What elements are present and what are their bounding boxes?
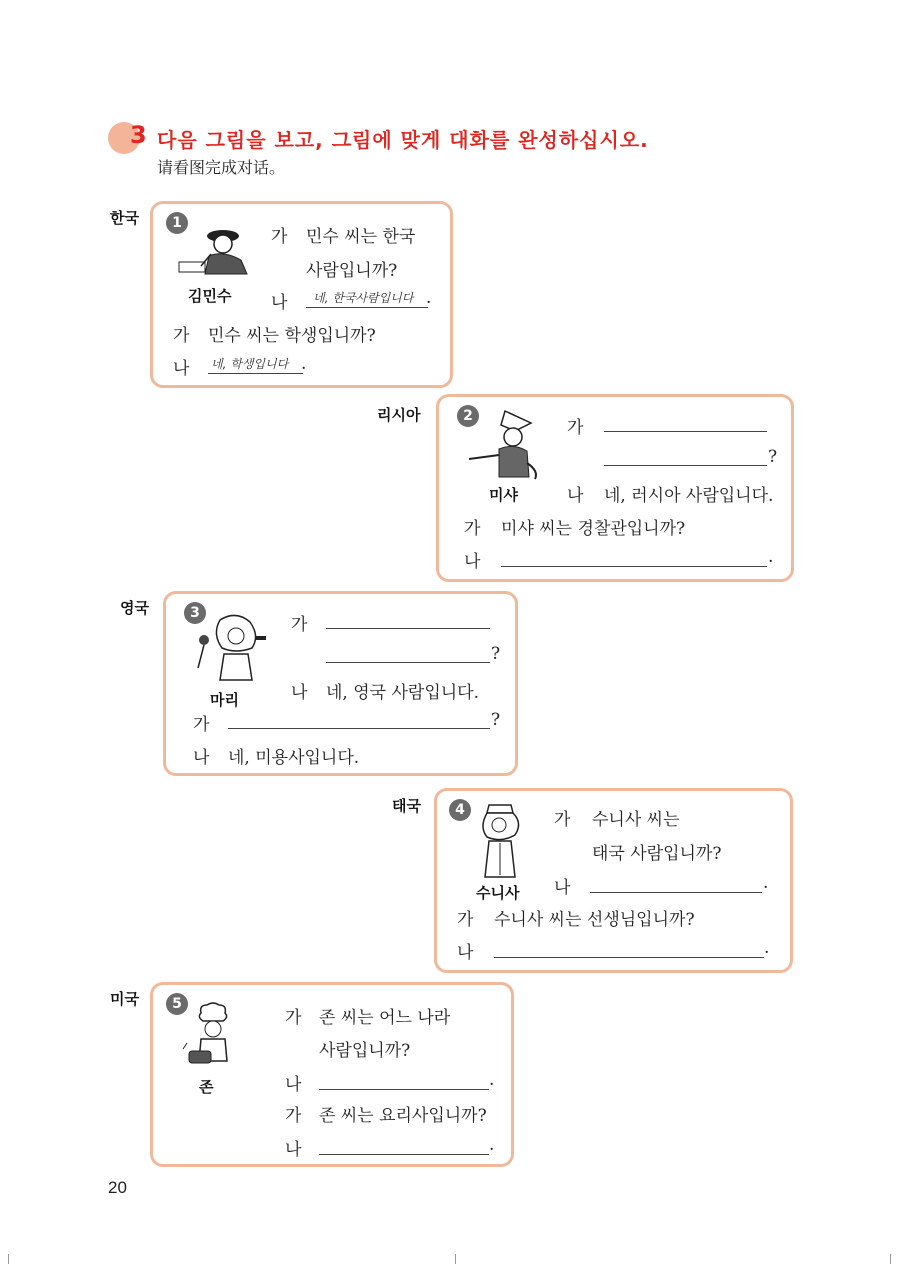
nurse-teacher-illustration-icon [471, 799, 531, 881]
speaker-a: 가 [173, 326, 190, 346]
question-line-2: 태국 사람입니까? [592, 844, 722, 864]
answer-blank[interactable] [228, 728, 490, 729]
country-label: 리시아 [377, 406, 421, 424]
exercise-box-4 [434, 788, 793, 973]
answer-blank[interactable] [306, 307, 428, 308]
question-line-2: 사람입니까? [306, 261, 398, 281]
country-label: 한국 [110, 209, 139, 227]
answer-blank[interactable] [590, 892, 762, 893]
speaker-b: 나 [285, 1075, 302, 1095]
exercise-number: 3 [184, 602, 206, 624]
answer-blank[interactable] [604, 431, 767, 432]
speaker-b: 나 [457, 943, 474, 963]
answer-line: 네, 미용사입니다. [228, 748, 360, 768]
country-label: 미국 [110, 990, 139, 1008]
speaker-a: 가 [193, 715, 210, 735]
character-name: 미샤 [489, 486, 518, 504]
character-name: 김민수 [188, 287, 232, 305]
speaker-b: 나 [271, 293, 288, 313]
writer-illustration-icon [171, 216, 256, 278]
page-title: 다음 그림을 보고, 그림에 맞게 대화를 완성하십시오. [157, 128, 649, 152]
answer-blank[interactable] [326, 662, 490, 663]
question-line: 존 씨는 요리사입니까? [319, 1106, 487, 1126]
exercise-number: 4 [449, 799, 471, 821]
period: . [301, 354, 307, 374]
handwritten-answer: 네, 한국사람입니다 [313, 291, 414, 305]
question-mark: ? [491, 644, 501, 664]
speaker-b: 나 [193, 748, 210, 768]
speaker-a: 가 [457, 910, 474, 930]
speaker-a: 가 [285, 1106, 302, 1126]
exercise-box-1 [150, 201, 453, 388]
speaker-a: 가 [291, 615, 308, 635]
crop-mark [890, 1254, 891, 1264]
exercise-box-3 [163, 591, 518, 776]
exercise-number: 2 [457, 405, 479, 427]
speaker-b: 나 [554, 878, 571, 898]
crop-mark [455, 1254, 456, 1264]
character-name: 마리 [210, 691, 239, 709]
question-line-2: 사람입니까? [319, 1041, 411, 1061]
question-line: 민수 씨는 학생입니까? [208, 326, 376, 346]
question-mark: ? [491, 710, 501, 730]
answer-blank[interactable] [494, 957, 764, 958]
question-line-1: 수니사 씨는 [592, 810, 680, 830]
speaker-b: 나 [567, 486, 584, 506]
character-name: 존 [199, 1078, 214, 1096]
exercise-number: 1 [166, 212, 188, 234]
exercise-number: 5 [166, 993, 188, 1015]
page-subtitle: 请看图完成对话。 [157, 158, 286, 177]
answer-blank[interactable] [208, 373, 303, 374]
crop-mark [8, 1254, 9, 1264]
speaker-b: 나 [285, 1140, 302, 1160]
answer-blank[interactable] [604, 465, 767, 466]
answer-blank[interactable] [501, 566, 767, 567]
exercise-box-5 [150, 982, 514, 1167]
question-line-1: 민수 씨는 한국 [306, 227, 416, 247]
speaker-a: 가 [285, 1008, 302, 1028]
period: . [489, 1070, 495, 1090]
country-label: 영국 [120, 599, 149, 617]
chef-illustration-icon [177, 1001, 243, 1069]
period: . [764, 938, 770, 958]
period: . [489, 1135, 495, 1155]
page-number: 20 [108, 1178, 127, 1197]
answer-blank[interactable] [319, 1154, 489, 1155]
speaker-a: 가 [554, 810, 571, 830]
question-line-1: 존 씨는 어느 나라 [319, 1008, 451, 1028]
handwritten-answer: 네, 학생입니다 [211, 357, 289, 371]
question-mark: ? [768, 447, 778, 467]
speaker-b: 나 [464, 552, 481, 572]
answer-blank[interactable] [326, 628, 490, 629]
exercise-box-2 [436, 394, 794, 582]
speaker-a: 가 [464, 519, 481, 539]
speaker-a: 가 [271, 227, 288, 247]
answer-line: 네, 영국 사람입니다. [326, 683, 479, 703]
question-line: 미샤 씨는 경찰관입니까? [501, 519, 686, 539]
hairdresser-illustration-icon [190, 610, 270, 682]
speaker-b: 나 [173, 359, 190, 379]
speaker-a: 가 [567, 418, 584, 438]
answer-line: 네, 러시아 사람입니다. [604, 486, 774, 506]
country-label: 태국 [392, 797, 421, 815]
question-line: 수니사 씨는 선생님입니까? [494, 910, 695, 930]
answer-blank[interactable] [319, 1089, 489, 1090]
police-illustration-icon [465, 405, 545, 483]
speaker-b: 나 [291, 683, 308, 703]
period: . [763, 873, 769, 893]
section-number: 3 [130, 121, 147, 149]
period: . [426, 288, 432, 308]
period: . [768, 547, 774, 567]
character-name: 수니사 [476, 884, 520, 902]
